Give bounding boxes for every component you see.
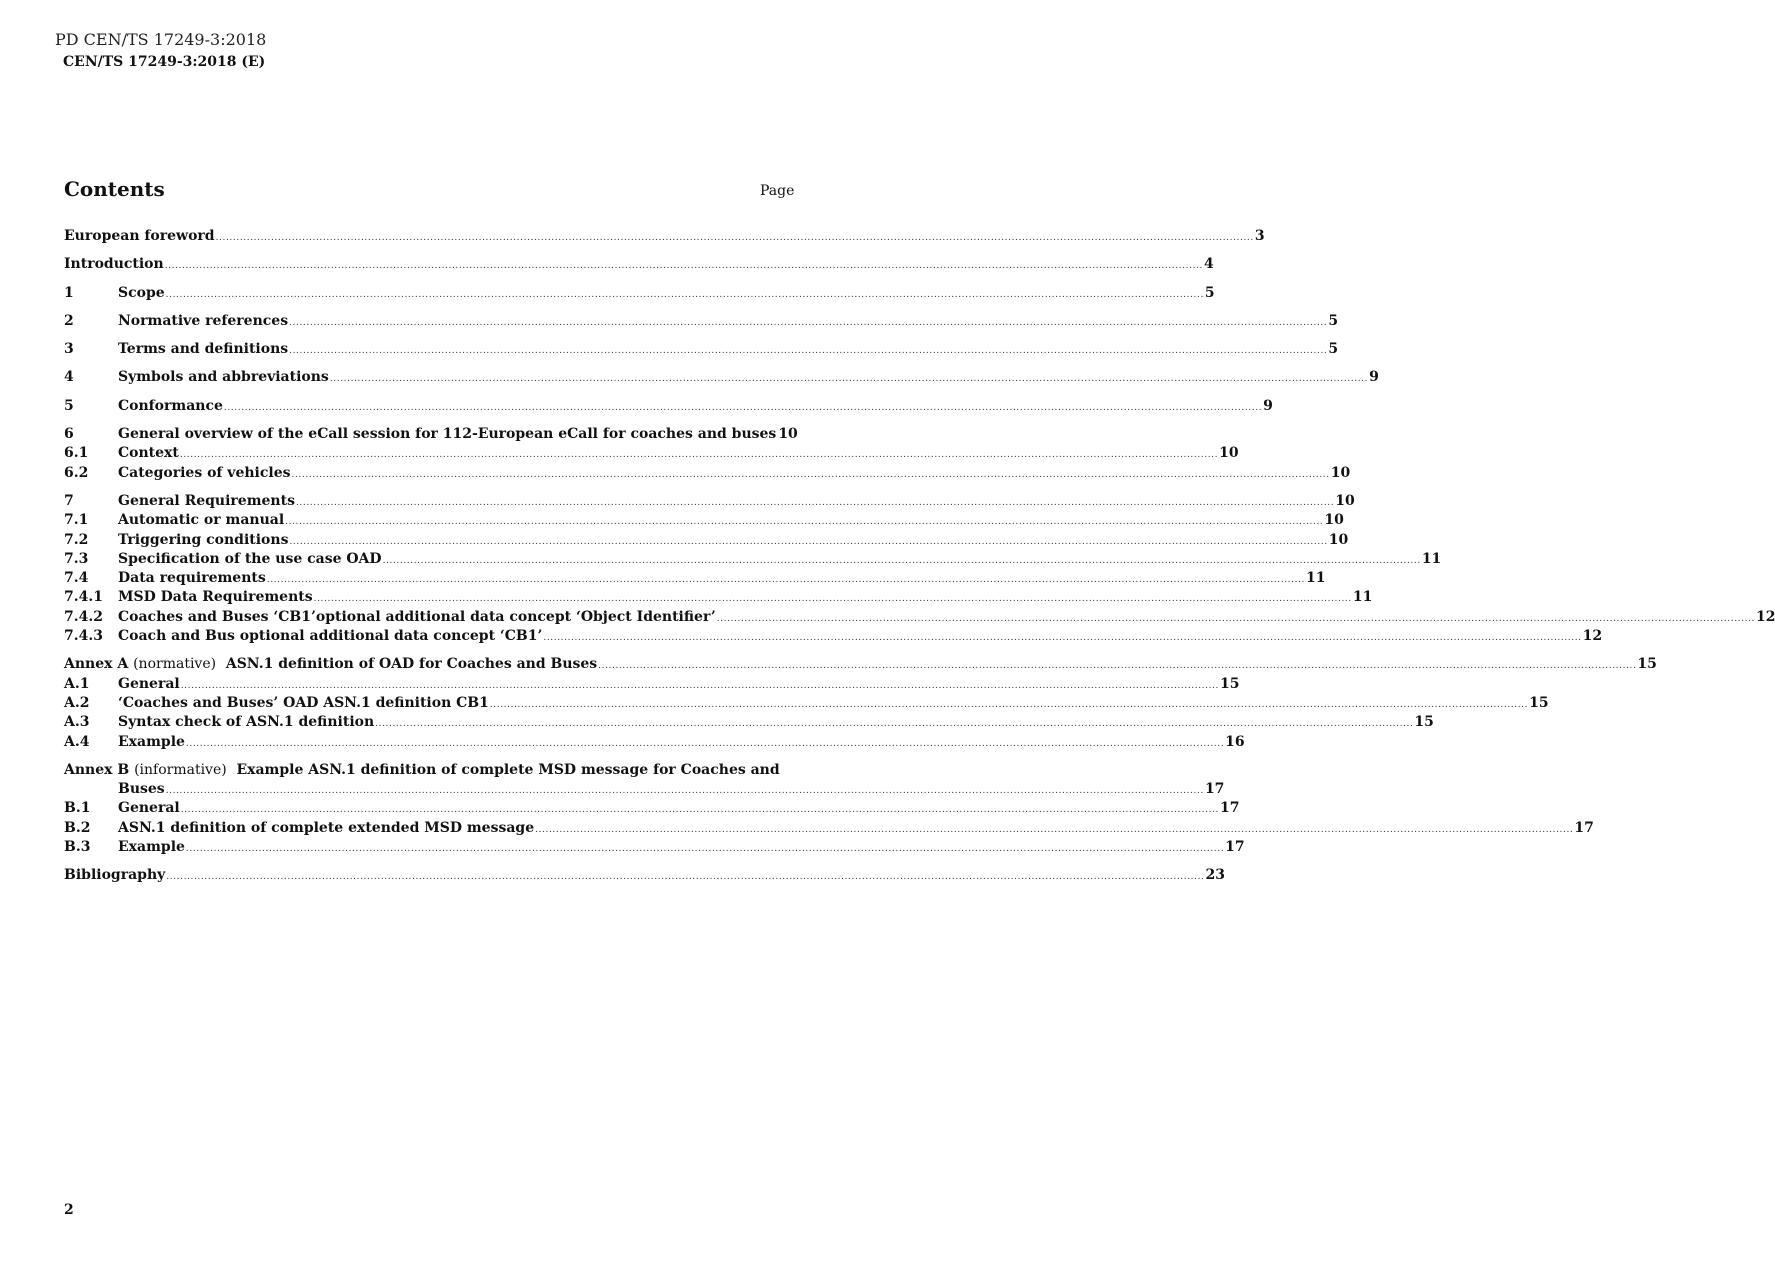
toc-entry-title: Terms and definitions xyxy=(118,341,289,358)
toc-entry-page: 4 xyxy=(1203,256,1214,273)
toc-entry-number: A.3 xyxy=(64,714,90,731)
toc-entry-triggering-conditions[interactable] xyxy=(64,531,1349,550)
toc-entry-number: 7.4.3 xyxy=(64,628,103,645)
toc-entry-title: Coach and Bus optional additional data concept ‘CB1’ xyxy=(118,628,543,645)
toc-entry-title: Introduction xyxy=(64,256,164,273)
toc-leader-dots: ............................................................................................................................................................................................................................................................................................................ xyxy=(180,805,1219,816)
toc-entry-page: 10 xyxy=(1219,445,1239,462)
toc-leader-dots: ............................................................................................................................................................................................................................................................................................................ xyxy=(164,261,1203,272)
toc-leader-dots: ............................................................................................................................................................................................................................................................................................................ xyxy=(165,786,1204,797)
toc-entry-coach-bus-cb1[interactable] xyxy=(64,627,1603,646)
toc-entry-b2-complete-msd[interactable] xyxy=(64,819,1594,838)
toc-entry-page: 12 xyxy=(1755,608,1775,625)
annex-type: (normative) xyxy=(133,656,217,673)
toc-entry-page: 17 xyxy=(1204,781,1225,798)
toc-entry-title: Example xyxy=(118,733,185,750)
toc-entry-page: 9 xyxy=(1263,397,1273,414)
toc-entry-number: 6 xyxy=(64,426,74,443)
toc-entry-number: B.2 xyxy=(64,819,91,836)
annex-title: ASN.1 definition of OAD for Coaches and Buses xyxy=(225,656,598,673)
toc-entry-specification-oad[interactable] xyxy=(64,550,1442,569)
toc-entry-page: 10 xyxy=(1328,531,1349,548)
toc-entry-number: 2 xyxy=(64,312,74,329)
toc-entry-number: 7.4.1 xyxy=(64,589,103,606)
toc-entry-title: Syntax check of ASN.1 definition xyxy=(118,714,375,731)
toc-entry-title: Scope xyxy=(118,284,165,301)
toc-entry-number: 5 xyxy=(64,397,74,414)
toc-entry-terms-and-definitions[interactable] xyxy=(64,340,1339,359)
toc-entry-title: Conformance xyxy=(118,397,223,414)
toc-entry-number: A.4 xyxy=(64,733,90,750)
toc-entry-number: 7 xyxy=(64,492,74,509)
annex-label: Annex A xyxy=(64,656,129,673)
toc-entry-number: 7.3 xyxy=(64,550,89,567)
toc-leader-dots: ............................................................................................................................................................................................................................................................................................................ xyxy=(223,402,1263,413)
toc-entry-title: Triggering conditions xyxy=(118,531,289,548)
toc-entry-normative-references[interactable] xyxy=(64,312,1339,331)
annex-label: Annex B xyxy=(64,761,130,778)
toc-entry-page: 10 xyxy=(1335,492,1355,509)
toc-entry-title: Specification of the use case OAD xyxy=(118,550,382,567)
toc-entry-categories-of-vehicles[interactable] xyxy=(64,464,1351,483)
toc-entry-a2-oad-definition[interactable] xyxy=(64,694,1549,713)
toc-leader-dots: ............................................................................................................................................................................................................................................................................................................ xyxy=(289,346,1328,357)
toc-entry-symbols-and-abbreviations[interactable] xyxy=(64,368,1379,387)
toc-leader-dots: ............................................................................................................................................................................................................................................................................................................ xyxy=(716,613,1755,624)
toc-entry-general-requirements[interactable] xyxy=(64,492,1355,511)
toc-entry-page: 11 xyxy=(1305,570,1326,587)
toc-entry-title: Context xyxy=(118,445,179,462)
toc-entry-msd-data-requirements[interactable] xyxy=(64,588,1373,607)
annex-title: Example ASN.1 definition of complete MSD message for Coaches and xyxy=(236,761,780,778)
toc-leader-dots: ............................................................................................................................................................................................................................................................................................................ xyxy=(179,450,1219,461)
toc-entry-page: 5 xyxy=(1328,312,1339,329)
toc-leader-dots: ............................................................................................................................................................................................................................................................................................................ xyxy=(289,317,1328,328)
toc-entry-page: 15 xyxy=(1414,714,1434,731)
toc-entry-page: 11 xyxy=(1352,589,1373,606)
toc-entry-page: 11 xyxy=(1421,550,1442,567)
toc-entry-page: 16 xyxy=(1225,733,1245,750)
toc-entry-number: A.2 xyxy=(64,694,90,711)
toc-entry-general-overview[interactable] xyxy=(64,425,798,444)
toc-entry-annex-b[interactable] xyxy=(64,761,795,780)
toc-leader-dots: ............................................................................................................................................................................................................................................................................................................ xyxy=(375,719,1414,730)
toc-entry-title: Data requirements xyxy=(118,570,266,587)
toc-entry-context[interactable] xyxy=(64,444,1239,463)
toc-entry-title: MSD Data Requirements xyxy=(118,589,313,606)
toc-entry-page: 15 xyxy=(1529,694,1549,711)
toc-leader-dots: ............................................................................................................................................................................................................................................................................................................ xyxy=(313,594,1352,605)
toc-entry-page: 5 xyxy=(1204,284,1215,301)
toc-entry-page: 15 xyxy=(1637,656,1657,673)
toc-leader-dots: ............................................................................................................................................................................................................................................................................................................ xyxy=(215,233,1254,243)
toc-entry-number: B.3 xyxy=(64,839,91,856)
toc-entry-title: Categories of vehicles xyxy=(118,464,291,481)
toc-entry-bibliography[interactable] xyxy=(64,866,1225,885)
toc-entry-b1-general[interactable] xyxy=(64,799,1240,818)
toc-entry-title: ASN.1 definition of complete extended MSD message xyxy=(118,819,535,836)
toc-entry-title: Symbols and abbreviations xyxy=(118,369,329,386)
toc-entry-title xyxy=(64,655,597,674)
toc-entry-page: 5 xyxy=(1328,341,1339,358)
toc-entry-number: A.1 xyxy=(64,675,90,692)
table-of-contents xyxy=(64,227,1775,886)
document-id-subheader: CEN/TS 17249-3:2018 (E) xyxy=(63,54,266,70)
toc-entry-conformance[interactable] xyxy=(64,397,1273,416)
toc-entry-title: General Requirements xyxy=(118,492,295,509)
toc-entry-number: 7.4 xyxy=(64,570,89,587)
toc-entry-automatic-or-manual[interactable] xyxy=(64,511,1344,530)
page-number: 2 xyxy=(64,1202,74,1218)
toc-entry-title: General overview of the eCall session for 112-European eCall for coaches and buses xyxy=(118,426,777,443)
toc-entry-introduction[interactable] xyxy=(64,255,1214,274)
toc-entry-page: 15 xyxy=(1219,675,1240,692)
toc-entry-title: Bibliography xyxy=(64,867,166,884)
toc-entry-number: 6.1 xyxy=(64,445,89,462)
toc-leader-dots: ............................................................................................................................................................................................................................................................................................................ xyxy=(185,738,1225,749)
toc-entry-data-requirements[interactable] xyxy=(64,569,1326,588)
toc-entry-page: 10 xyxy=(778,426,798,443)
toc-leader-dots: ............................................................................................................................................................................................................................................................................................................ xyxy=(185,844,1225,855)
toc-entry-b3-example[interactable] xyxy=(64,838,1245,857)
toc-entry-title: Buses xyxy=(118,781,165,798)
toc-entry-title: Automatic or manual xyxy=(118,512,285,529)
toc-leader-dots: ............................................................................................................................................................................................................................................................................................................ xyxy=(382,555,1421,566)
toc-entry-page: 17 xyxy=(1219,800,1240,817)
toc-entry-title: Example xyxy=(118,839,185,856)
toc-entry-page: 17 xyxy=(1574,819,1594,836)
toc-entry-title: Coaches and Buses ‘CB1’optional additional data concept ‘Object Identifier’ xyxy=(118,608,716,625)
toc-leader-dots: ............................................................................................................................................................................................................................................................................................................ xyxy=(285,517,1324,528)
toc-entry-number: 7.4.2 xyxy=(64,608,103,625)
toc-entry-annex-a[interactable] xyxy=(64,655,1657,674)
toc-entry-number: 1 xyxy=(64,284,74,301)
toc-entry-number: B.1 xyxy=(64,800,91,817)
page-column-label: Page xyxy=(760,183,795,199)
toc-entry-title: ‘Coaches and Buses’ OAD ASN.1 definition CB1 xyxy=(118,694,489,711)
toc-entry-page: 10 xyxy=(1330,464,1351,481)
toc-entry-a4-example[interactable] xyxy=(64,733,1245,752)
toc-leader-dots: ............................................................................................................................................................................................................................................................................................................ xyxy=(180,680,1219,691)
toc-entry-page: 23 xyxy=(1205,867,1225,884)
toc-leader-dots: ............................................................................................................................................................................................................................................................................................................ xyxy=(289,536,1328,547)
toc-entry-page: 3 xyxy=(1254,228,1265,244)
document-id-header: PD CEN/TS 17249-3:2018 xyxy=(55,30,267,49)
toc-leader-dots: ............................................................................................................................................................................................................................................................................................................ xyxy=(598,661,1637,672)
toc-entry-page: 12 xyxy=(1582,628,1603,645)
toc-entry-a1-general[interactable] xyxy=(64,675,1240,694)
toc-entry-number: 6.2 xyxy=(64,464,89,481)
toc-entry-coaches-buses-object-identifier[interactable] xyxy=(64,608,1775,627)
annex-type: (informative) xyxy=(134,761,227,778)
toc-leader-dots: ............................................................................................................................................................................................................................................................................................................ xyxy=(295,497,1335,508)
toc-leader-dots: ............................................................................................................................................................................................................................................................................................................ xyxy=(329,374,1369,385)
toc-entry-scope[interactable] xyxy=(64,284,1215,303)
toc-entry-annex-b-continued[interactable] xyxy=(64,780,1225,799)
toc-entry-number: 3 xyxy=(64,341,74,358)
contents-title: Contents xyxy=(64,177,165,201)
toc-leader-dots: ............................................................................................................................................................................................................................................................................................................ xyxy=(535,824,1574,835)
toc-entry-title: European foreword xyxy=(64,228,215,244)
toc-leader-dots: ............................................................................................................................................................................................................................................................................................................ xyxy=(266,575,1305,586)
toc-leader-dots: ............................................................................................................................................................................................................................................................................................................ xyxy=(166,872,1205,883)
toc-entry-a3-syntax-check[interactable] xyxy=(64,713,1434,732)
toc-entry-title: General xyxy=(118,800,180,817)
toc-leader-dots: ............................................................................................................................................................................................................................................................................................................ xyxy=(291,469,1330,480)
toc-entry-page: 17 xyxy=(1225,839,1245,856)
toc-entry-page: 9 xyxy=(1369,369,1379,386)
toc-entry-number: 4 xyxy=(64,369,74,386)
toc-entry-number: 7.1 xyxy=(64,512,89,529)
toc-leader-dots: ............................................................................................................................................................................................................................................................................................................ xyxy=(543,633,1582,644)
toc-entry-title: General xyxy=(118,675,180,692)
toc-leader-dots: ............................................................................................................................................................................................................................................................................................................ xyxy=(165,289,1204,300)
toc-leader-dots: ............................................................................................................................................................................................................................................................................................................ xyxy=(489,699,1529,710)
toc-entry-title: Normative references xyxy=(118,312,289,329)
toc-entry-number: 7.2 xyxy=(64,531,89,548)
toc-entry-page: 10 xyxy=(1324,512,1344,529)
toc-entry-european-foreword[interactable] xyxy=(64,227,1265,246)
